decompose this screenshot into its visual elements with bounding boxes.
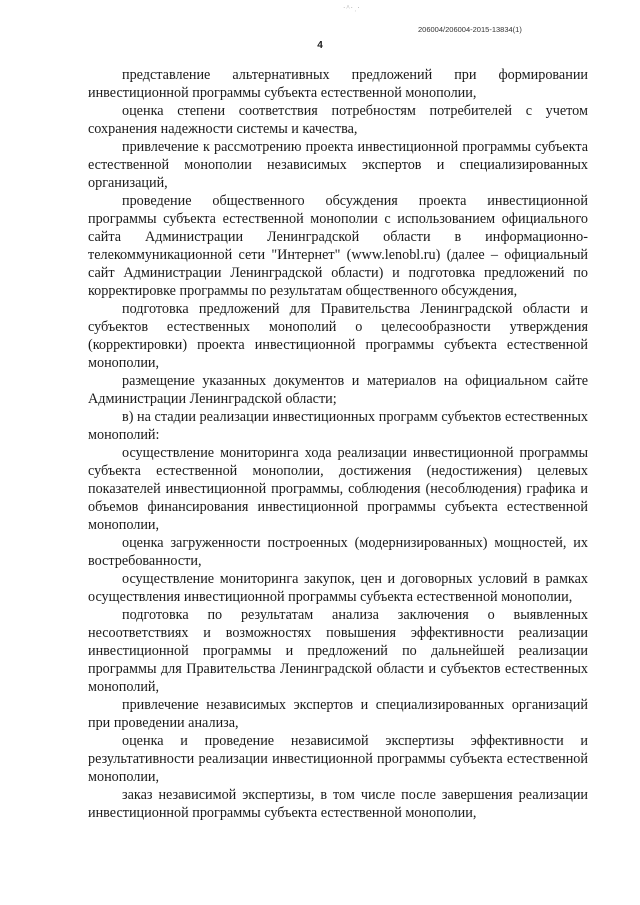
paragraph: привлечение независимых экспертов и специализированных организаций при проведении анализа, xyxy=(88,697,588,731)
paragraph: размещение указанных документов и материалов на официальном сайте Администрации Ленинградской области; xyxy=(88,373,588,407)
page-number: 4 xyxy=(317,40,323,51)
paragraph: подготовка предложений для Правительства Ленинградской области и субъектов естественных монополий о целесообразности утверждения (корректировки) проекта инвестиционной программы субъекта естественной монополии, xyxy=(88,301,588,371)
paragraph: оценка степени соответствия потребностям потребителей с учетом сохранения надежности системы и качества, xyxy=(88,103,588,137)
top-mark: ·^·ˌ· xyxy=(343,4,361,12)
paragraph: привлечение к рассмотрению проекта инвестиционной программы субъекта естественной монополии независимых экспертов и специализированных организаций, xyxy=(88,139,588,191)
paragraph: проведение общественного обсуждения проекта инвестиционной программы субъекта естественной монополии с использованием официального сайта Администрации Ленинградской области в информационно-телекоммуникационной сети "Интернет" (www.lenobl.ru) (далее – официальный сайт Администрации Ленинградской области) и подготовка предложений по корректировке программы по результатам общественного обсуждения, xyxy=(88,193,588,299)
document-id: 206004/206004-2015-13834(1) xyxy=(418,25,522,34)
paragraph: осуществление мониторинга хода реализации инвестиционной программы субъекта естественной монополии, достижения (недостижения) целевых показателей инвестиционной программы, соблюдения (несоблюдения) графика и объемов финансирования инвестиционной программы субъекта естественной монополии, xyxy=(88,445,588,533)
paragraph: осуществление мониторинга закупок, цен и договорных условий в рамках осуществления инвестиционной программы субъекта естественной монополии, xyxy=(88,571,588,605)
paragraph: в) на стадии реализации инвестиционных программ субъектов естественных монополий: xyxy=(88,409,588,443)
paragraph: заказ независимой экспертизы, в том числе после завершения реализации инвестиционной программы субъекта естественной монополии, xyxy=(88,787,588,821)
paragraph: подготовка по результатам анализа заключения о выявленных несоответствиях и возможностях повышения эффективности реализации инвестиционной программы и предложений по дальнейшей реализации программы для Правительства Ленинградской области и субъектов естественных монополий, xyxy=(88,607,588,695)
paragraph: оценка и проведение независимой экспертизы эффективности и результативности реализации инвестиционной программы субъекта естественной монополии, xyxy=(88,733,588,785)
paragraph: оценка загруженности построенных (модернизированных) мощностей, их востребованности, xyxy=(88,535,588,569)
document-body xyxy=(88,66,588,822)
paragraph: представление альтернативных предложений при формировании инвестиционной программы субъекта естественной монополии, xyxy=(88,67,588,101)
